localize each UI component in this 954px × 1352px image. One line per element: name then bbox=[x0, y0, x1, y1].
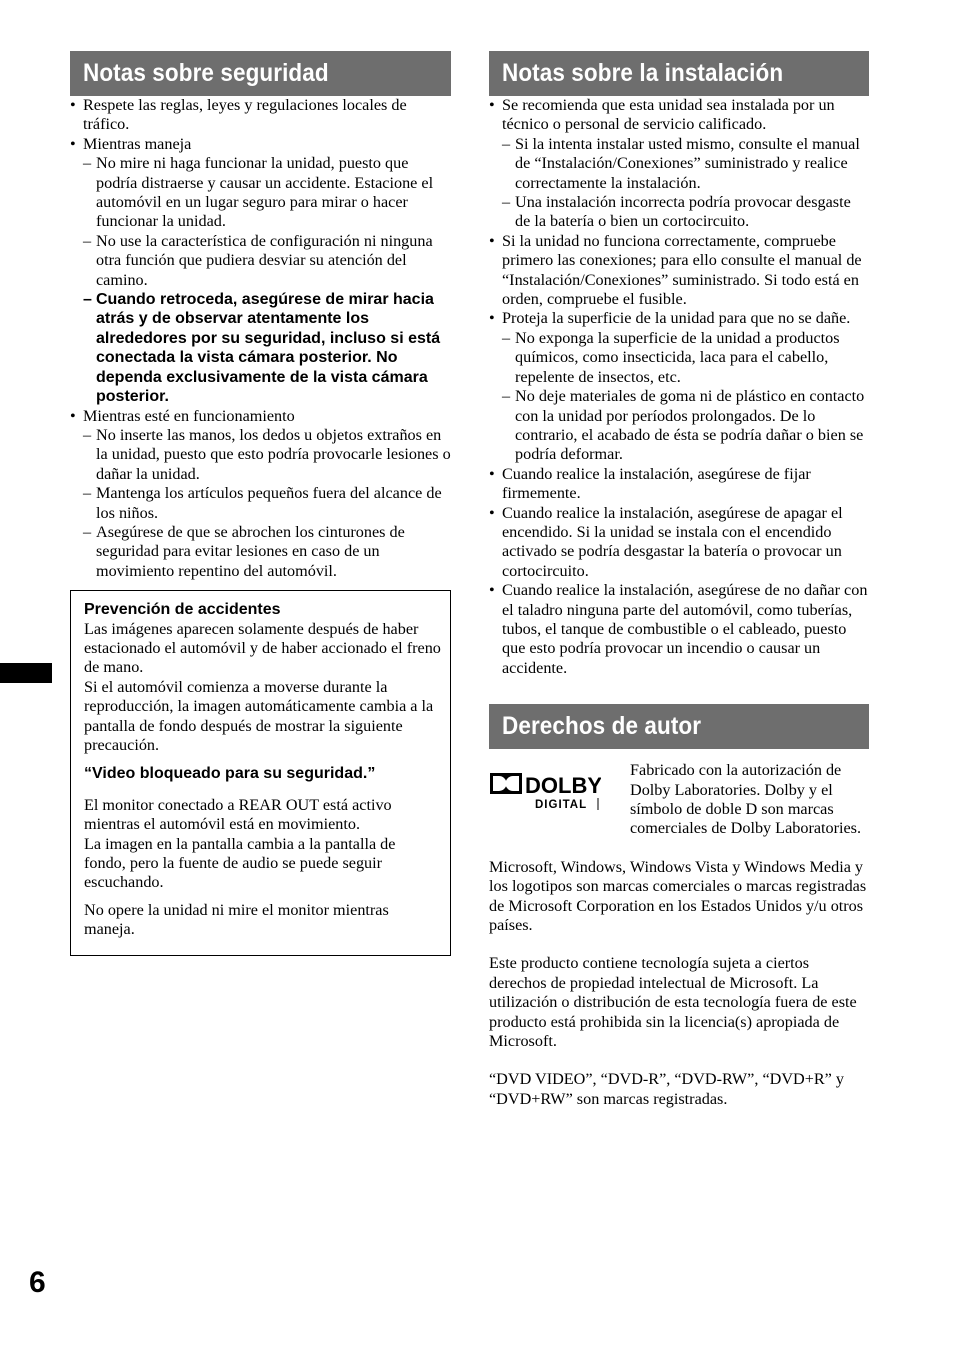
box-paragraph: Las imágenes aparecen solamente después de haber estacionado el automóvil y de haber accionado el freno de mano. bbox=[84, 619, 441, 677]
list-item: • Se recomienda que esta unidad sea instalada por un técnico o personal de servicio calificado. – Si la intenta instalar usted mismo, consulte el manual de “Instalación/Conexiones” suministrado y realice correctamente la instalación. – Una instalación incorrecta podría provocar desgaste de la batería o bien un cortocircuito. bbox=[489, 96, 869, 232]
sub-list-item: – No deje materiales de goma ni de plástico en contacto con la unidad por períodos prolongados. De lo contrario, el acabado de ésta se podría dañar o bien se podría deformar. bbox=[502, 387, 869, 465]
svg-text:DIGITAL: DIGITAL bbox=[535, 799, 588, 812]
box-paragraph: Si el automóvil comienza a moverse durante la reproducción, la imagen automáticamente cambia a la pantalla de fondo después de mostrar la siguiente precaución. bbox=[84, 677, 434, 754]
list-item: • Cuando realice la instalación, asegúrese de fijar firmemente. bbox=[489, 465, 869, 504]
sub-list-item: – Mantenga los artículos pequeños fuera del alcance de los niños. bbox=[83, 484, 451, 523]
list-item: • Si la unidad no funciona correctamente, compruebe primero las conexiones; para ello consulte el manual de “Instalación/Conexiones” suministrado. Si todo está en orden, compruebe el fusible. bbox=[489, 232, 869, 310]
sub-list-item: – No inserte las manos, los dedos u objetos extraños en la unidad, puesto que esto podría provocarle lesiones o dañar la unidad. bbox=[83, 426, 451, 484]
microsoft-trademark-text: Microsoft, Windows, Windows Vista y Windows Media y los logotipos son marcas comerciales o marcas registradas de Microsoft Corporation en los Estados Unidos y/u otros países. bbox=[489, 857, 867, 935]
list-item: • Respete las reglas, leyes y regulaciones locales de tráfico. bbox=[70, 96, 451, 135]
section-tab-marker bbox=[0, 663, 52, 683]
page-number: 6 bbox=[29, 1266, 46, 1299]
safety-notes-heading: Notas sobre seguridad bbox=[70, 51, 451, 96]
sub-list bbox=[502, 135, 869, 232]
copyright-section bbox=[489, 704, 869, 1109]
box-quote: “Video bloqueado para su seguridad.” bbox=[84, 765, 376, 783]
dvd-trademark-text: “DVD VIDEO”, “DVD-R”, “DVD-RW”, “DVD+R” y “DVD+RW” son marcas registradas. bbox=[489, 1070, 844, 1108]
sub-list-item: – No mire ni haga funcionar la unidad, puesto que podría distraerse y causar un accidente. Estacione el automóvil en un lugar seguro para mirar o hacer funcionar la unidad. bbox=[83, 154, 451, 232]
microsoft-ip-text: Este producto contiene tecnología sujeta a ciertos derechos de propiedad intelectual de Microsoft. La utilización o distribución de esta tecnología fuera de este producto está prohibida sin la licencia(s) apropiada de Microsoft. bbox=[489, 954, 857, 1051]
dolby-trademark-text: Fabricado con la autorización de Dolby Laboratories. Dolby y el símbolo de doble D son marcas comerciales de Dolby Laboratories. bbox=[630, 761, 862, 838]
list-item: • Mientras esté en funcionamiento – No inserte las manos, los dedos u objetos extraños en la unidad, puesto que esto podría provocarle lesiones o dañar la unidad. – Mantenga los artículos pequeños fuera del alcance de los niños. – Asegúrese de que se abrochen los cinturones de seguridad para evitar lesiones en caso de un movimiento repentino del automóvil. bbox=[70, 407, 451, 582]
box-paragraph: El monitor conectado a REAR OUT está activo mientras el automóvil está en movimiento. bbox=[84, 795, 392, 834]
safety-notes-column bbox=[70, 51, 451, 956]
sub-list-item: – Asegúrese de que se abrochen los cinturones de seguridad para evitar lesiones en caso de un movimiento repentino del automóvil. bbox=[83, 523, 451, 581]
list-item: • Mientras maneja – No mire ni haga funcionar la unidad, puesto que podría distraerse y causar un accidente. Estacione el automóvil en un lugar seguro para mirar o hacer funcionar la unidad. – No use la característica de configuración ni ninguna otra función que pudiera desviar su atención del camino. – Cuando retroceda, asegúrese de mirar hacia atrás y de observar atentamente los alrededores por su seguridad, incluso si está conectada la vista cámara posterior. No dependa exclusivamente de la vista cámara posterior. bbox=[70, 135, 451, 407]
safety-notes-list bbox=[70, 96, 451, 581]
sub-list bbox=[83, 426, 451, 581]
installation-notes-column bbox=[489, 51, 869, 1109]
box-paragraph: No opere la unidad ni mire el monitor mientras maneja. bbox=[84, 900, 389, 939]
dolby-digital-logo-icon bbox=[489, 761, 630, 839]
sub-list-item: – Una instalación incorrecta podría provocar desgaste de la batería o bien un cortocircuito. bbox=[502, 193, 869, 232]
installation-notes-list bbox=[489, 96, 869, 678]
sub-list-item: – Si la intenta instalar usted mismo, consulte el manual de “Instalación/Conexiones” suministrado y realice correctamente la instalación. bbox=[502, 135, 869, 193]
accident-prevention-box bbox=[70, 590, 451, 956]
sub-list-item-warning: – Cuando retroceda, asegúrese de mirar hacia atrás y de observar atentamente los alrededores por su seguridad, incluso si está conectada la vista cámara posterior. No dependa exclusivamente de la vista cámara posterior. bbox=[83, 290, 451, 406]
copyright-heading: Derechos de autor bbox=[489, 704, 869, 749]
dolby-row bbox=[489, 761, 869, 839]
box-paragraph: La imagen en la pantalla cambia a la pantalla de fondo, pero la fuente de audio se puede seguir escuchando. bbox=[84, 834, 396, 892]
list-item: • Cuando realice la instalación, asegúrese de no dañar con el taladro ninguna parte del automóvil, como tuberías, tubos, el tanque de combustible o el cableado, puesto que esto podría provocar un incendio o causar un accidente. bbox=[489, 581, 869, 678]
sub-list-item: – No use la característica de configuración ni ninguna otra función que pudiera desviar su atención del camino. bbox=[83, 232, 451, 290]
sub-list-item: – No exponga la superficie de la unidad a productos químicos, como insecticida, laca para el cabello, repelente de insectos, etc. bbox=[502, 329, 869, 387]
svg-text:DOLBY: DOLBY bbox=[525, 773, 601, 799]
list-item: • Proteja la superficie de la unidad para que no se dañe. – No exponga la superficie de la unidad a productos químicos, como insecticida, laca para el cabello, repelente de insectos, etc. – No deje materiales de goma ni de plástico en contacto con la unidad por períodos prolongados. De lo contrario, el acabado de ésta se podría dañar o bien se podría deformar. bbox=[489, 309, 869, 464]
sub-list bbox=[502, 329, 869, 465]
box-title: Prevención de accidentes bbox=[84, 601, 281, 619]
installation-notes-heading: Notas sobre la instalación bbox=[489, 51, 869, 96]
sub-list bbox=[83, 154, 451, 406]
list-item: • Cuando realice la instalación, asegúrese de apagar el encendido. Si la unidad se instala con el encendido activado se podría desgastar la batería o provocar un cortocircuito. bbox=[489, 504, 869, 582]
